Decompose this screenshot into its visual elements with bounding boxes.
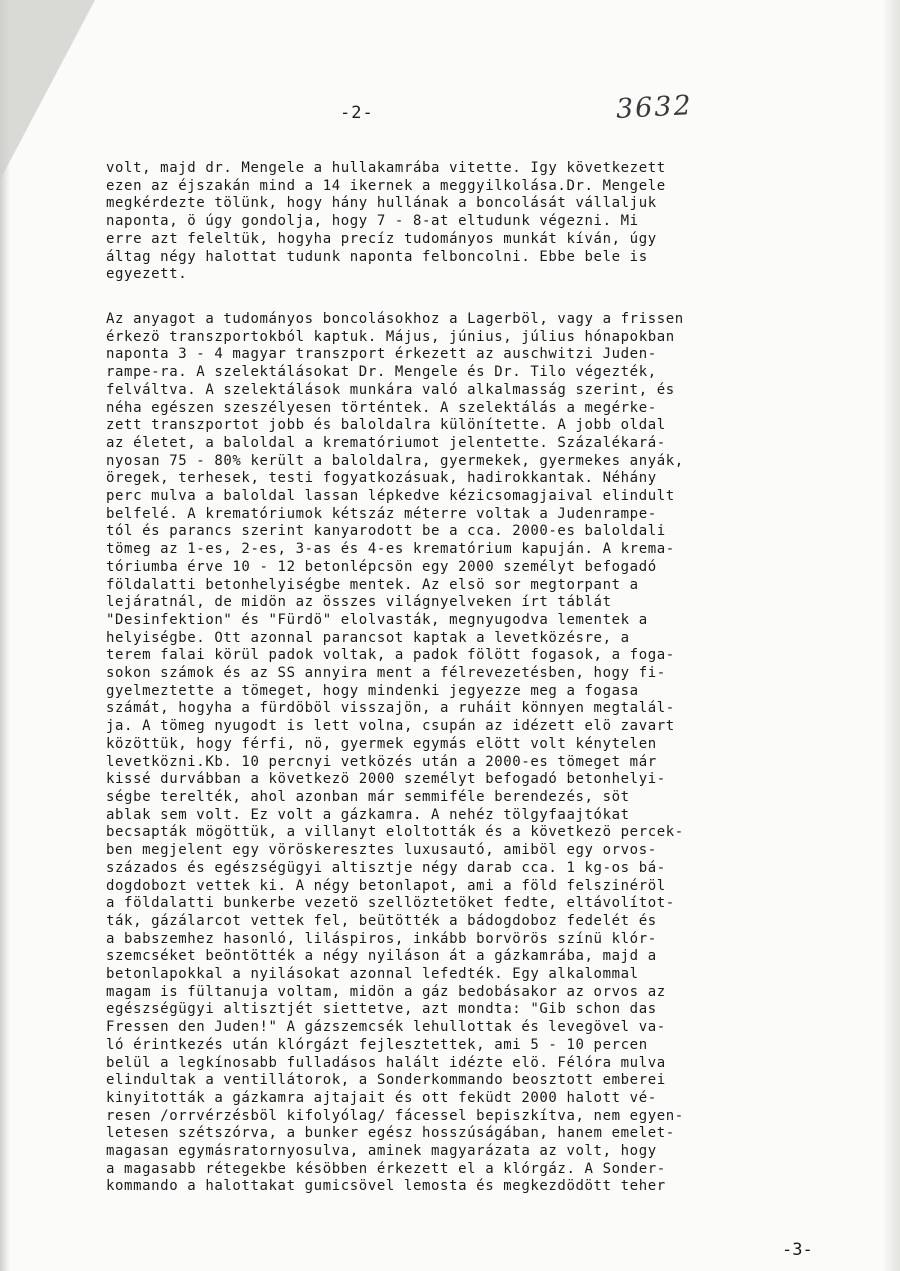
page-number: -2- [340, 103, 374, 123]
scan-right-edge [882, 0, 900, 1271]
scan-left-edge [0, 0, 10, 1271]
archive-number-handwritten: 3632 [615, 90, 694, 125]
paragraph-2: Az anyagot a tudományos boncolásokhoz a Lagerböl, vagy a frissen érkezö transzportokból kaptuk. Május, június, július hónapokban naponta 3 - 4 magyar transzport érkezett az auschwitzi Juden- rampe-ra. A szelektálásokat Dr. Mengele és Dr. Tilo végezték, felváltva. A szelektálások munkára való alkalmasság szerint, és néha egészen szeszélyesen történtek. A szelektálás a megérke- zett transzportot jobb és baloldalra különítette. A jobb oldal az életet, a baloldal a krematóriumot jelentette. Százalékará- nyosan 75 - 80% került a baloldalra, gyermekek, gyermekes anyák, öregek, terhesek, testi fogyatkozásuak, hadirokkantak. Néhány perc mulva a baloldal lassan lépkedve kézicsomagjaival elindult belfelé. A krematóriumok kétszáz méterre voltak a Judenrampe- tól és parancs szerint kanyarodott be a cca. 2000-es baloldali tömeg az 1-es, 2-es, 3-as és 4-es krematórium kapuján. A krema- tóriumba érve 10 - 12 betonlépcsön egy 2000 személyt befogadó földalatti betonhelyiségbe mentek. Az elsö sor megtorpant a lejáratnál, de midön az összes világnyelveken írt táblát "Desinfektion" és "Fürdö" elolvasták, megnyugodva lementek a helyiségbe. Ott azonnal parancsot kaptak a levetközésre, a terem falai körül padok voltak, a padok fölött fogasok, a foga- sokon számok és az SS annyira ment a félrevezetésben, hogy fi- gyelmeztette a tömeget, hogy mindenki jegyezze meg a fogasa számát, hogyha a fürdöböl visszajön, a ruháit könnyen megtalál- ja. A tömeg nyugodt is lett volna, csupán az idézett elö zavart közöttük, hogy férfi, nö, gyermek egymás elött volt kénytelen levetközni.Kb. 10 percnyi vetközés után a 2000-es tömeget már kissé durvábban a következö 2000 személyt befogadó betonhelyi- ségbe terelték, ahol azonban már semmiféle berendezés, söt ablak sem volt. Ez volt a gázkamra. A nehéz tölgyfaajtókat becsapták mögöttük, a villanyt eloltották és a következö percek- ben megjelent egy vöröskeresztes luxusautó, amiböl egy orvos- százados és egészségügyi altisztje négy darab cca. 1 kg-os bá- dogdobozt vettek ki. A négy betonlapot, ami a föld felszinéröl a földalatti bunkerbe vezetö szellöztetöket fedte, eltávolítot- ták, gázálarcot vettek fel, beütötték a bádogdoboz fedelét és a babszemhez hasonló, liláspiros, inkább borvörös színü klór- szemcséket beöntötték a négy nyiláson át a gázkamrába, majd a betonlapokkal a nyilásokat azonnal lefedték. Egy alkalommal magam is fültanuja voltam, midön a gáz bedobásakor az orvos az egészségügyi altisztjét siettetve, azt mondta: "Gib schon das Fressen den Juden!" A gázszemcsék lehullottak és levegövel va- ló érintkezés után klórgázt fejlesztettek, ami 5 - 10 percen belül a legkínosabb fulladásos halált idézte elö. Félóra mulva elindultak a ventillátorok, a Sonderkommando beosztott emberei kinyitották a gázkamra ajtajait és ott feküdt 2000 halott vé- resen /orrvérzésböl kifolyólag/ fácessel bepiszkítva, nem egyen- letesen szétszórva, a bunker egész hosszúságában, hanem emelet- magasan egymásratornyosulva, aminek magyarázata az volt, hogy a magasabb rétegekbe késöbben érkezett el a klórgáz. A Sonder- kommando a halottakat gumicsövel lemosta és megkezdödött teher [106, 311, 684, 1195]
next-page-indicator: -3- [782, 1240, 813, 1260]
page-corner-shadow [0, 0, 95, 180]
paragraph-1: volt, majd dr. Mengele a hullakamrába vitette. Igy következett ezen az éjszakán mind a 14 ikernek a meggyilkolása.Dr. Mengele megkérdezte tölünk, hogy hány hullának a boncolását vállaljuk naponta, ö úgy gondolja, hogy 7 - 8-at eltudunk végezni. Mi erre azt feleltük, hogyha precíz tudományos munkát kíván, úgy áltag négy halottat tudunk naponta felboncolni. Ebbe bele is egyezett. [106, 160, 666, 283]
